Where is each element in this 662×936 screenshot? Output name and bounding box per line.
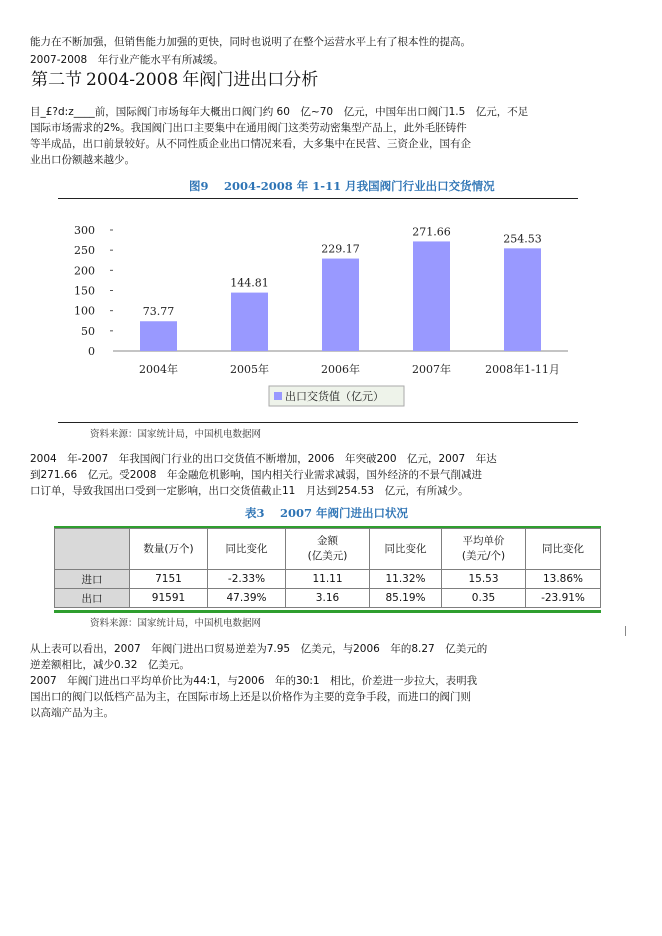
table-header-row [55, 529, 601, 570]
para1-line-3: 等半成品，出口前景较好。从不同性质企业出口情况来看，大多集中在民营、三资企业，国有企 [30, 138, 471, 150]
data-label: 271.66 [412, 225, 451, 239]
section-years: 2004-2008 [86, 70, 179, 90]
table-header-cell: 同比变化 [526, 529, 601, 570]
table-row-label: 出口 [55, 589, 130, 608]
table-header-cell [55, 529, 130, 570]
table-header-cell: 同比变化 [208, 529, 286, 570]
table-cell: -23.91% [526, 589, 601, 608]
para2-line-2: 到271.66 亿元。受2008 年金融危机影响，国内相关行业需求减弱，国外经济的不景气削减进 [30, 469, 482, 481]
para3-line-4: 国出口的阀门以低档产品为主，在国际市场上还是以价格作为主要的竞争手段，而进口的阀门则 [30, 691, 471, 703]
x-tick-label: 2008年1-11月 [485, 363, 560, 376]
table-cell: 15.53 [442, 570, 526, 589]
x-tick-label: 2007年 [412, 363, 451, 376]
table-row [55, 589, 601, 608]
table-cell: 47.39% [208, 589, 286, 608]
table-header-cell: 平均单价 (美元/个) [442, 529, 526, 570]
table-cell: 3.16 [286, 589, 370, 608]
y-tick-label: 50 [81, 324, 95, 338]
y-tick-label: 200 [74, 264, 95, 278]
table-bottom-border [54, 610, 601, 613]
section-heading [31, 69, 318, 91]
para1-line-2: 国际市场需求的2%。我国阀门出口主要集中在通用阀门这类劳动密集型产品上，此外毛胚铸件 [30, 122, 467, 134]
bar [504, 248, 541, 351]
margin-mark [625, 626, 626, 636]
figure-bottom-rule [58, 422, 578, 423]
y-tick-label: 300 [74, 224, 95, 237]
y-tick-label: 150 [74, 284, 95, 298]
intro-line-2: 2007-2008 年行业产能水平有所减缓。 [30, 54, 224, 66]
figure-top-rule [58, 198, 578, 199]
para3-line-1: 从上表可以看出，2007 年阀门进出口贸易逆差为7.95 亿美元，与2006 年的8.27 亿美元的 [30, 643, 488, 655]
table-cell: 0.35 [442, 589, 526, 608]
bar [322, 259, 359, 351]
para3-line-2: 逆差额相比，减少0.32 亿美元。 [30, 659, 190, 671]
data-label: 254.53 [503, 232, 542, 246]
x-tick-label: 2004年 [139, 363, 178, 376]
figure-caption: 图9 2004-2008 年 1-11 月我国阀门行业出口交货情况 [189, 179, 495, 193]
intro-line-1: 能力在不断加强，但销售能力加强的更快，同时也说明了在整个运营水平上有了根本性的提高。 [30, 36, 471, 48]
x-tick-label: 2005年 [230, 363, 269, 376]
data-label: 144.81 [230, 276, 269, 290]
table-header-cell: 金额 (亿美元) [286, 529, 370, 570]
para2-line-3: 口订单，导致我国出口受到一定影响，出口交货值截止11 月达到254.53 亿元，有所减少。 [30, 485, 469, 497]
para3-line-3: 2007 年阀门进出口平均单价比为44:1，与2006 年的30:1 相比，价差进一步拉大，表明我 [30, 675, 478, 687]
export-bar-chart [58, 200, 578, 414]
section-title: 年阀门进出口分析 [182, 70, 319, 90]
table-cell: 13.86% [526, 570, 601, 589]
y-tick-label: 0 [88, 345, 95, 358]
table-header-cell: 同比变化 [370, 529, 442, 570]
para2-line-1: 2004 年-2007 年我国阀门行业的出口交货值不断增加，2006 年突破200 亿元，2007 年达 [30, 453, 497, 465]
bar [231, 293, 268, 351]
trade-table [54, 528, 601, 608]
legend-swatch [274, 392, 282, 400]
data-label: 73.77 [142, 305, 175, 319]
table-cell: 11.32% [370, 570, 442, 589]
para3-line-5: 以高端产品为主。 [30, 707, 114, 719]
table-cell: 85.19% [370, 589, 442, 608]
table-row-label: 进口 [55, 570, 130, 589]
table-source: 资料来源：国家统计局，中国机电数据网 [90, 618, 262, 629]
para1-line-1: 目_£?d:z____前，国际阀门市场每年大概出口阀门约 60 亿~70 亿元，中国年出口阀门1.5 亿元，不足 [30, 106, 529, 118]
table-cell: 11.11 [286, 570, 370, 589]
legend-label: 出口交货值（亿元） [285, 390, 384, 403]
x-tick-label: 2006年 [321, 363, 360, 376]
table-caption: 表3 2007 年阀门进出口状况 [245, 506, 409, 520]
bar [140, 321, 177, 351]
data-label: 229.17 [321, 242, 360, 256]
y-tick-label: 100 [74, 304, 95, 318]
table-cell: -2.33% [208, 570, 286, 589]
figure-source: 资料来源：国家统计局，中国机电数据网 [90, 429, 262, 440]
section-label: 第二节 [31, 70, 82, 90]
table-header-cell: 数量(万个) [130, 529, 208, 570]
table-row [55, 570, 601, 589]
bar [413, 241, 450, 351]
table-cell: 7151 [130, 570, 208, 589]
table-cell: 91591 [130, 589, 208, 608]
para1-line-4: 业出口份额越来越少。 [30, 154, 135, 166]
y-tick-label: 250 [74, 244, 95, 258]
